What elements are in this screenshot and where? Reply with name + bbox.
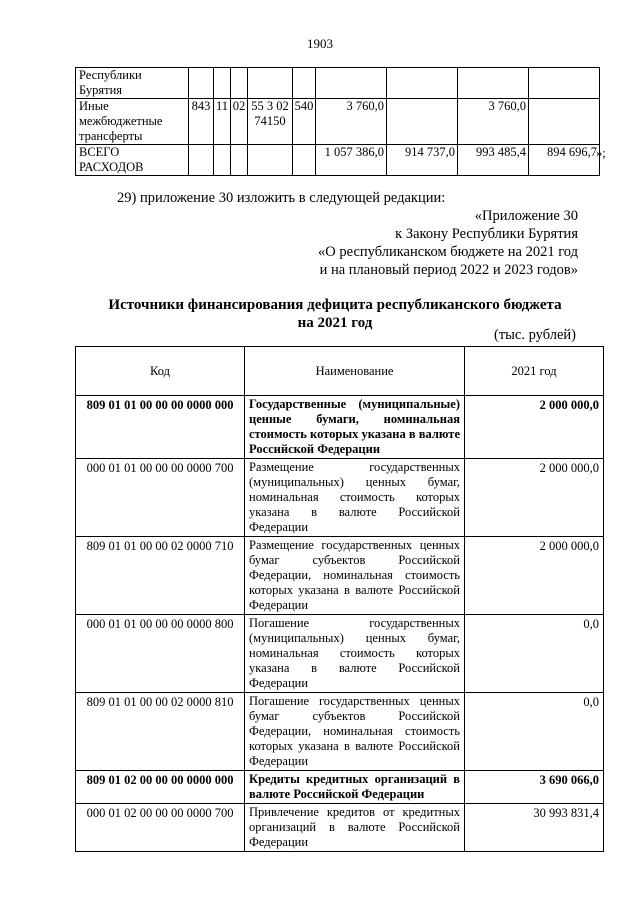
cell-value-2 [387,99,458,145]
row-code: 809 01 01 00 00 02 0000 810 [76,693,245,771]
table-row [76,145,600,176]
cell-section [214,145,231,176]
header-code: Код [76,347,245,396]
header-name: Наименование [245,347,465,396]
cell-value-2 [387,68,458,99]
cell-value-4 [529,68,600,99]
cell-gov: 843 [189,99,214,145]
cell-subsection [231,145,248,176]
appendix-line: и на плановый период 2022 и 2023 годов» [319,262,578,278]
cell-value-3 [458,68,529,99]
heading-line: Источники финансирования дефицита республиканского бюджета [108,297,562,313]
row-code: 000 01 02 00 00 00 0000 700 [76,804,245,852]
table-row [76,396,604,459]
cell-section [214,68,231,99]
cell-value-2: 914 737,0 [387,145,458,176]
row-value: 30 993 831,4 [465,804,604,852]
cell-subsection [231,68,248,99]
row-value: 2 000 000,0 [465,459,604,537]
row-code: 000 01 01 00 00 00 0000 800 [76,615,245,693]
cell-value-3: 3 760,0 [458,99,529,145]
row-value: 2 000 000,0 [465,396,604,459]
cell-article [248,68,293,99]
appendix-line: к Закону Республики Бурятия [395,226,578,242]
row-value: 3 690 066,0 [465,771,604,804]
row-name: Кредиты кредитных организаций в валюте Российской Федерации [245,771,465,804]
row-name: Погашение государственных (муниципальных) ценных бумаг, номинальная стоимость которых указана в валюте Российской Федерации [245,615,465,693]
table-row [76,537,604,615]
cell-value-1 [316,68,387,99]
row-name: ВСЕГО РАСХОДОВ [76,145,189,176]
cell-value-4: 894 696,7 [529,145,600,176]
cell-value-1: 1 057 386,0 [316,145,387,176]
table-row [76,99,600,145]
row-code: 809 01 01 00 00 00 0000 000 [76,396,245,459]
table-row [76,459,604,537]
cell-type [293,68,316,99]
row-name: Привлечение кредитов от кредитных организаций в валюте Российской Федерации [245,804,465,852]
unit-label: (тыс. рублей) [494,327,576,343]
cell-value-4 [529,99,600,145]
cell-value-1: 3 760,0 [316,99,387,145]
row-name: Погашение государственных ценных бумаг субъектов Российской Федерации, номинальная стоимость которых указана в валюте Российской Федерации [245,693,465,771]
cell-section: 11 [214,99,231,145]
row-code: 000 01 01 00 00 00 0000 700 [76,459,245,537]
financing-sources-table [75,346,604,852]
cell-value-3: 993 485,4 [458,145,529,176]
table-row [76,693,604,771]
row-name: Государственные (муниципальные) ценные бумаги, номинальная стоимость которых указана в валюте Российской Федерации [245,396,465,459]
appendix-line: «Приложение 30 [474,208,578,224]
row-name: Иные межбюджетные трансферты [76,99,189,145]
table-row [76,771,604,804]
row-name: Республики Бурятия [76,68,189,99]
cell-gov [189,145,214,176]
row-value: 0,0 [465,693,604,771]
row-name: Размещение государственных (муниципальных) ценных бумаг, номинальная стоимость которых указана в валюте Российской Федерации [245,459,465,537]
row-value: 2 000 000,0 [465,537,604,615]
cell-gov [189,68,214,99]
cell-type [293,145,316,176]
table-row [76,615,604,693]
appendix-line: «О республиканском бюджете на 2021 год [318,244,578,260]
table-row [76,68,600,99]
table-row [76,804,604,852]
header-value: 2021 год [465,347,604,396]
cell-subsection: 02 [231,99,248,145]
cell-article: 55 3 02 74150 [248,99,293,145]
amendment-paragraph: 29) приложение 30 изложить в следующей редакции: [117,190,446,206]
table-header-row [76,347,604,396]
row-code: 809 01 02 00 00 00 0000 000 [76,771,245,804]
row-code: 809 01 01 00 00 02 0000 710 [76,537,245,615]
page-number: 1903 [307,36,333,51]
row-name: Размещение государственных ценных бумаг субъектов Российской Федерации, номинальная стоимость которых указана в валюте Российской Федерации [245,537,465,615]
cell-type: 540 [293,99,316,145]
closing-quote-mark: »; [596,146,606,160]
heading-line: на 2021 год [297,315,373,331]
row-value: 0,0 [465,615,604,693]
appendix-header [318,207,578,279]
expenses-table-fragment [75,67,600,176]
cell-article [248,145,293,176]
